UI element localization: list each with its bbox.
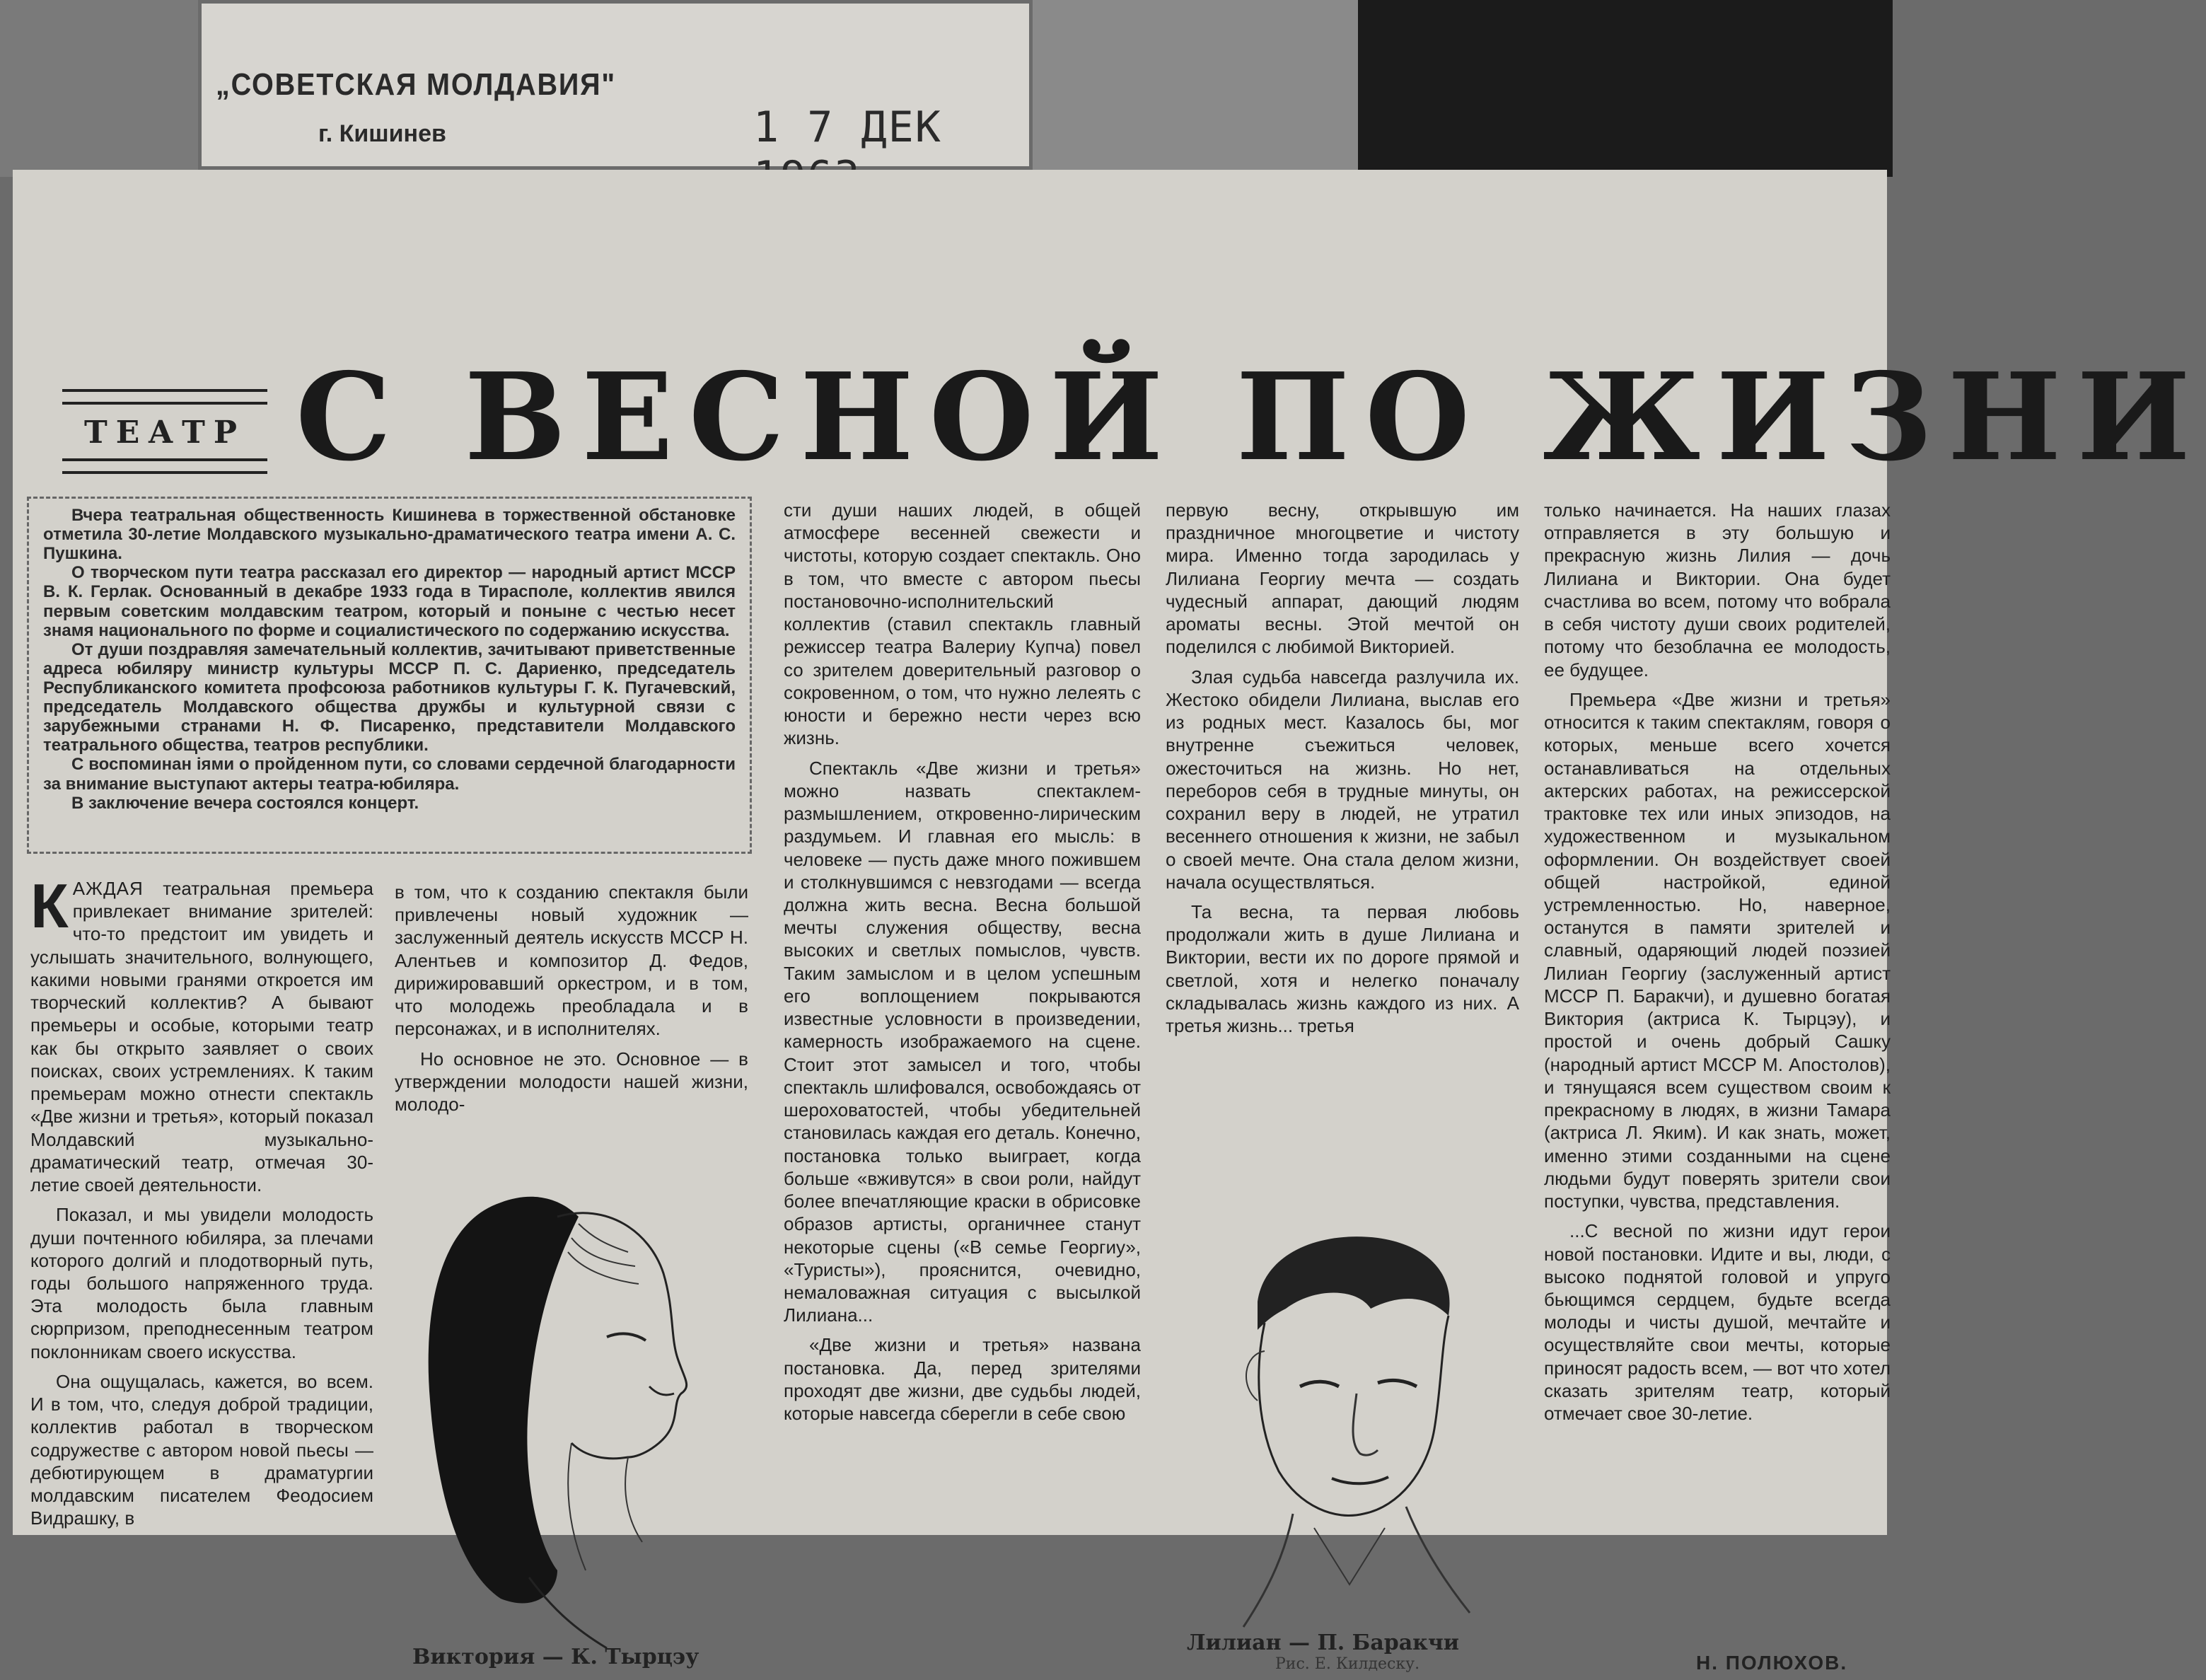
article-headline: С ВЕСНОЙ ПО ЖИЗНИ (296, 347, 2206, 488)
lead-paragraph: От души поздравляя замечательный коллектив, зачитывают приветственные адреса юбиляру министр культуры МССР П. С. Дариенко, председатель Республиканского комитета профсоюза работников культуры Г. К. Пугачевский, председатель Молдавского общества дружбы и культурной связи с зарубежными странами Н. Ф. Писаренко, представители Молдавского театрального общества, театров республики. (43, 639, 736, 755)
paragraph: только начинается. На наших глазах отправляется в эту большую и прекрасную жизнь Лилия — дочь Лилиана и Виктории. Она будет счастлива во всем, потому что вобрала в себя чистоту души своих родителей, потому что безоблачна ее молодость, ее будущее. (1544, 499, 1891, 680)
column-2 (395, 881, 748, 1164)
paragraph: «Две жизни и третья» названа постановка. Да, перед зрителями проходят две жизни, две судьбы людей, которые навсегда сберегли в себе свою (784, 1334, 1141, 1425)
rubric-rule-bottom (62, 458, 267, 474)
rubric-label (62, 389, 267, 474)
paragraph: Премьера «Две жизни и третья» относится к таким спектаклям, говоря о которых, меньше всего хочется останавливаться на отдельных актерских работах, на режиссерской трактовке тех или иных эпизодов, на художественном и музыкальном оформлении. Он воздействует своей общей настройкой, единой устремленностью. Но, наверное, останутся в памяти зрителей и славный, одаряющий людей поэзией Лилиан Георгиу (заслуженный артист МССР П. Баракчи), и душевно богатая Виктория (актриса К. Тырцэу), и простой и очень добрый Сашку (народный артист МССР М. Апостолов), и тянущаяся всем существом своим к прекрасному в людях, в жизни Тамара (актриса Л. Яким). И как знать, может, именно этими созданными на сцене людьми будут поверять зрители свои поступки, чувства, представления. (1544, 688, 1891, 1212)
column-5 (1544, 499, 1891, 1673)
author-signature: Н. ПОЛЮХОВ. (1696, 1652, 1848, 1674)
paragraph: Спектакль «Две жизни и третья» можно назвать спектаклем-размышлением, откровенно-лирическим раздумьем. И главная его мысль: в человеке — пусть даже много пожившем и столкнувшимся с невзгодами — всегда должна жить весна. Весна большой мечты служения обществу, весна высоких и светлых помыслов, чувств. Таким замыслом и в целом успешным его воплощением покрываются известные условности в произведении, камерность изображаемого на сцене. Стоит этот замысел и того, чтобы спектакль шлифовался, освобождаясь от шероховатостей, чтобы убедительней становилась каждая его деталь. Конечно, постановка только выиграет, когда больше «вживутся» в свои роли, найдут более впечатляющие краски в обрисовке образов артисты, органичнее станут некоторые сцены («В семье Георгиу», «Туристы»), прояснится, очевидно, немаловажная ситуация с высылкой Лилиана... (784, 757, 1141, 1326)
clipping-stamp (202, 4, 1029, 166)
caption-woman: Виктория — К. Тырцэу (412, 1645, 699, 1669)
paragraph: Злая судьба навсегда разлучила их. Жестоко обидели Лилиана, выслав его из родных мест. Казалось бы, мог внутренне съежиться человек, ожесточиться на жизнь. Но нет, переборов себя в трудные минуты, он сохранил веру в людей, не утратил весеннего отношения к жизни, не забыл о своей мечте. Она стала делом жизни, начала осуществляться. (1166, 666, 1519, 893)
drop-cap-word: АЖДАЯ (72, 878, 144, 899)
publication-name: „СОВЕТСКАЯ МОЛДАВИЯ" (216, 67, 616, 102)
publication-city: г. Кишинев (318, 120, 446, 147)
paragraph: Та весна, та первая любовь продолжали жить в душе Лилиана и Виктории, вести их по дороге прямой и светлой, хотя и нелегко поначалу складывалась жизнь каждого из них. А третья жизнь... третья (1166, 900, 1519, 1037)
background-right (1358, 0, 1893, 177)
column-3 (784, 499, 1141, 1680)
caption-man: Лилиан — П. Баракчи (1187, 1630, 1460, 1655)
lead-paragraph: Вчера театральная общественность Кишинева в торжественной обстановке отметила 30-летие Молдавского музыкально-драматического театра имени А. С. Пушкина. (43, 506, 736, 564)
paragraph: Показал, и мы увидели молодость души почтенного юбиляра, за плечами которого долгий и плодотворный путь, годы большого напряженного труда. Эта молодость была главным сюрпризом, преподнесенным театром поклонникам своего искусства. (30, 1204, 373, 1362)
lead-paragraph: О творческом пути театра рассказал его директор — народный артист МССР В. К. Герлак. Основанный в декабре 1933 года в Тирасполе, коллектив явился первым советским молдавским театром, который и поныне с честью несет знамя национального по форме и социалистического по содержанию искусства. (43, 563, 736, 640)
paragraph-text: театральная премьера привлекает внимание зрителей: что-то предстоит им увидеть и услышать значительного, волнующего, какими новыми гранями откроется им творческий коллектив? А бывают премьеры и особые, которыми театр как бы открыто заявляет о своих поисках, своих устремлениях. К таким премьерам можно отнести спектакль «Две жизни и третья», который показал Молдавский музыкально-драматический театр, отмечая 30-летие своей деятельности. (30, 878, 373, 1196)
portrait-sketch-woman (395, 1174, 727, 1655)
illustration-credit: Рис. Е. Килдеску. (1275, 1655, 1420, 1673)
paragraph: Но основное не это. Основное — в утверждении молодости нашей жизни, молодо- (395, 1048, 748, 1116)
paragraph: в том, что к созданию спектакля были привлечены новый художник — заслуженный деятель искусств МССР Н. Алентьев и композитор Д. Федов, дирижировавший оркестром, и в том, что молодежь преобладала и в персонажах, и в исполнителях. (395, 881, 748, 1040)
lead-paragraph: С воспоминан іями о пройденном пути, со словами сердечной благодарности за внимание выступают актеры театра-юбиляра. (43, 755, 736, 794)
column-4 (1166, 499, 1519, 1192)
paragraph: первую весну, открывшую им праздничное многоцветие и чистоту мира. Именно тогда зародилась у Лилиана Георгиу мечта — создать чудесный аппарат, дающий людям ароматы весны. Этой мечтой он поделился с любимой Викторией. (1166, 499, 1519, 658)
publication-date: 1 7 ДЕК (753, 103, 942, 152)
background-left (0, 0, 198, 177)
rubric-text: ТЕАТР (84, 415, 245, 451)
drop-cap: К (30, 871, 69, 941)
lead-box (27, 497, 752, 854)
lead-paragraph: В заключение вечера состоялся концерт. (71, 793, 419, 813)
newspaper-article (13, 170, 2206, 1674)
column-1 (30, 871, 373, 1676)
background-middle (1033, 0, 1358, 177)
rubric-rule-top (62, 389, 267, 405)
paragraph: сти души наших людей, в общей атмосфере весенней свежести и чистоты, которую создает спектакль. Оно в том, что вместе с автором пьесы постановочно-исполнительский коллектив (ставил спектакль главный режиссер театра Валериу Купча) повел со зрителем доверительный разговор о сокровенном, о том, что нужно лелеять с юности и бережно нести через всю жизнь. (784, 499, 1141, 749)
paragraph (30, 871, 373, 1196)
paragraph: Она ощущалась, кажется, во всем. И в том, что, следуя доброй традиции, коллектив работал в творческом содружестве с автором новой пьесы — дебютирующем в драматургии молдавским писателем Феодосием Видрашку, в (30, 1370, 373, 1529)
paragraph: ...С весной по жизни идут герои новой постановки. Идите и вы, люди, с высоко поднятой головой и упруго бьющимся сердцем, будьте всегда молоды и чисты душой, мечтайте и осуществляйте свои мечты, которые приносят радость всем, — вот что хотел сказать зрителям театр, который отмечает свое 30-летие. (1544, 1220, 1891, 1425)
portrait-sketch-man (1215, 1217, 1484, 1641)
